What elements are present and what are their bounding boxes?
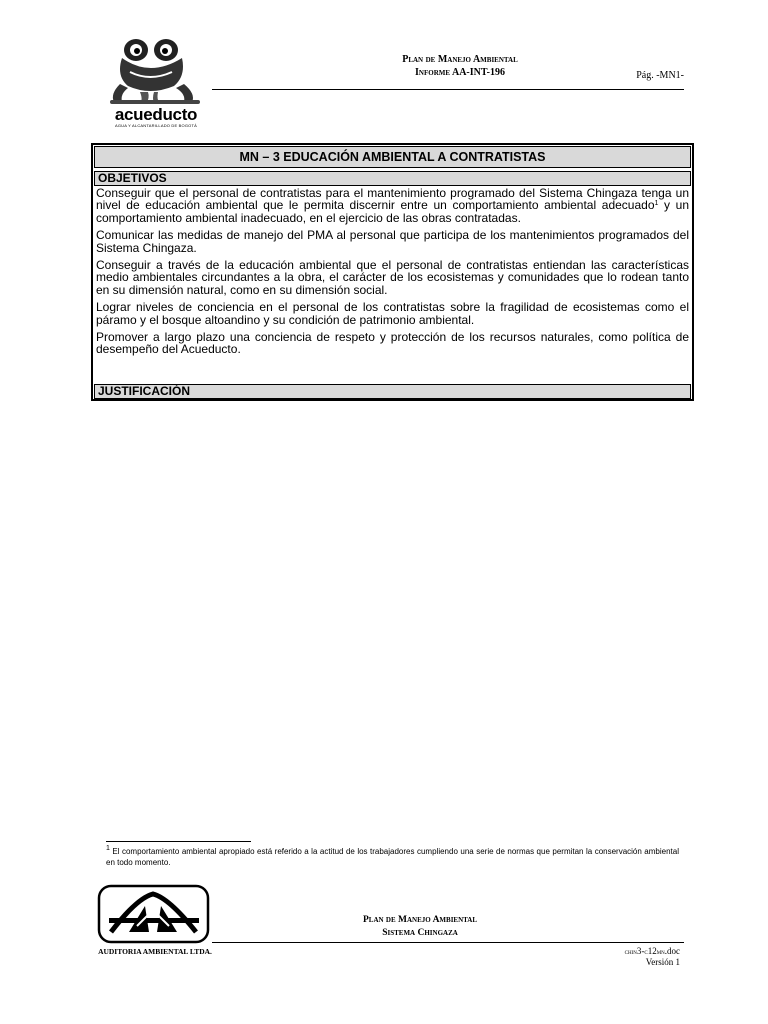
footnote-ref: 1	[654, 200, 659, 208]
objetivo-paragraph: Comunicar las medidas de manejo del PMA al personal que participa de los mantenimientos programados del Sistema Chingaza.	[96, 228, 689, 255]
header-report-code: Informe AA-INT-196	[415, 67, 505, 78]
footnote-rule	[106, 841, 251, 842]
header-title: Plan de Manejo Ambiental	[402, 54, 518, 65]
auditoria-logo-label: AUDITORIA AMBIENTAL LTDA.	[98, 947, 212, 956]
header-divider	[212, 89, 684, 90]
page-number: Pág. -MN1-	[636, 70, 684, 81]
auditoria-logo-icon	[97, 884, 210, 944]
objetivo-paragraph: Conseguir a través de la educación ambiental que el personal de contratistas entiendan las características medio ambientales circundantes a la obra, el carácter de los ecosistemas y comunidades que lo rodean tanto en su dimensión natural, como en su dimensión social.	[96, 258, 689, 297]
version-label: Versión 1	[645, 957, 680, 967]
section-title: MN – 3 EDUCACIÓN AMBIENTAL A CONTRATISTAS	[94, 146, 691, 168]
logo-wordmark: acueducto	[114, 105, 198, 124]
objetivo-paragraph: Conseguir que el personal de contratistas para el mantenimiento programado del Sistema Chingaza tenga un nivel de educación ambiental que le permita discernir entre un comportamiento ambiental adecuado$^1$ y un comportamiento ambiental inadecuado, en el ejercicio de las obras contratadas.	[96, 186, 690, 225]
footnote-text: El comportamiento ambiental apropiado está referido a la actitud de los trabajadores cumpliendo una serie de normas que permitan la conservación ambiental en todo momento.	[106, 847, 679, 867]
justificacion-heading: JUSTIFICACIÓN	[94, 384, 691, 399]
logo-subtitle: AGUA Y ALCANTARILLADO DE BOGOTÁ	[114, 123, 197, 128]
objetivo-paragraph: Promover a largo plazo una conciencia de respeto y protección de los recursos naturales, como política de desempeño del Acueducto.	[96, 330, 689, 357]
footer-subtitle: Sistema Chingaza	[382, 928, 458, 938]
footnote	[106, 846, 679, 868]
doc-code: chin3-c12mn.doc	[624, 946, 680, 956]
footnote-number: 1	[106, 845, 110, 852]
objetivos-body	[96, 187, 689, 361]
footer-title: Plan de Manejo Ambiental	[362, 915, 478, 925]
objetivo-paragraph: Lograr niveles de conciencia en el personal de los contratistas sobre la fragilidad de ecosistemas como el páramo y el bosque altoandino y su condición de patrimonio ambiental.	[96, 300, 689, 327]
objetivos-heading: OBJETIVOS	[94, 171, 691, 186]
footer-divider	[212, 942, 684, 943]
